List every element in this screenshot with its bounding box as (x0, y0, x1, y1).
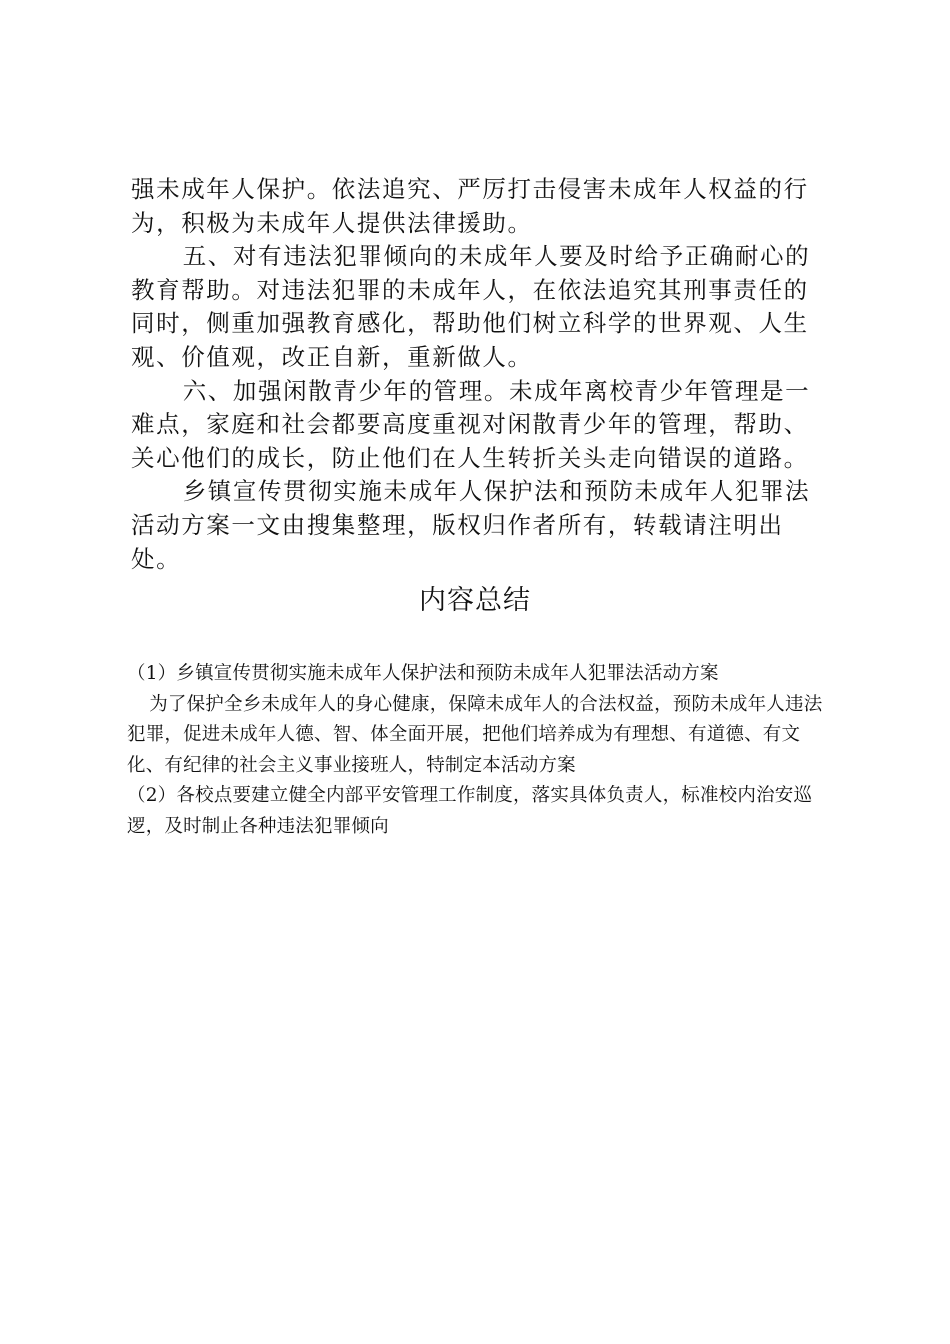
document-body (131, 173, 831, 576)
paragraph-1: 强未成年人保护。依法追究、严厉打击侵害未成年人权益的行为，积极为未成年人提供法律援助。 (131, 175, 809, 237)
summary-item-1: （1）乡镇宣传贯彻实施未成年人保护法和预防未成年人犯罪法活动方案 (127, 663, 719, 684)
summary-item-1-detail: 为了保护全乡未成年人的身心健康，保障未成年人的合法权益，预防未成年人违法犯罪，促进未成年人德、智、体全面开展，把他们培养成为有理想、有道德、有文化、有纪律的社会主义事业接班人，特制定本活动方案 (127, 693, 823, 776)
summary-item-2: （2）各校点要建立健全内部平安管理工作制度，落实具体负责人，标准校内治安巡逻，及时制止各种违法犯罪倾向 (127, 785, 813, 837)
paragraph-6: 六、加强闲散青少年的管理。未成年离校青少年管理是一难点，家庭和社会都要高度重视对闲散青少年的管理，帮助、关心他们的成长，防止他们在人生转折关头走向错误的道路。 (131, 376, 811, 472)
summary-body (127, 659, 837, 842)
paragraph-copyright: 乡镇宣传贯彻实施未成年人保护法和预防未成年人犯罪法活动方案一文由搜集整理，版权归作者所有，转载请注明出处。 (131, 477, 811, 573)
summary-title: 内容总结 (419, 585, 531, 616)
paragraph-5: 五、对有违法犯罪倾向的未成年人要及时给予正确耐心的教育帮助。对违法犯罪的未成年人，在依法追究其刑事责任的同时，侧重加强教育感化，帮助他们树立科学的世界观、人生观、价值观，改正自新，重新做人。 (131, 242, 811, 371)
